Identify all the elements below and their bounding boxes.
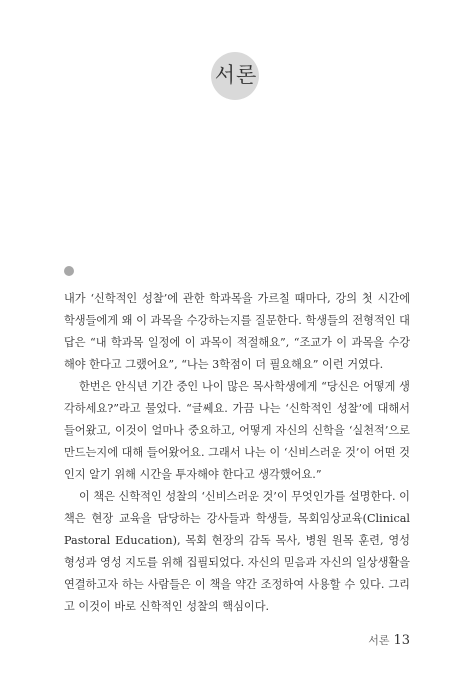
running-footer-section: 서론	[368, 634, 390, 647]
body-text	[64, 288, 410, 618]
page-number: 13	[393, 633, 410, 648]
paragraph-3: 이 책은 신학적인 성찰의 ‘신비스러운 것’이 무엇인가를 설명한다. 이 책은 현장 교육을 담당하는 강사들과 학생들, 목회임상교육(Clinical Pastoral Education), 목회 현장의 감독 목사, 병원 원목 훈련, 영성 형성과 영성 지도를 위해 집필되었다. 자신의 믿음과 자신의 일상생활을 연결하고자 하는 사람들은 이 책을 약간 조정하여 사용할 수 있다. 그리고 이것이 바로 신학적인 성찰의 핵심이다.	[64, 490, 410, 613]
paragraph-1: 내가 ‘신학적인 성찰’에 관한 학과목을 가르칠 때마다, 강의 첫 시간에 학생들에게 왜 이 과목을 수강하는지를 질문한다. 학생들의 전형적인 대답은 “내 학과목 일정에 이 과목이 적절해요”, “조교가 이 과목을 수강해야 한다고 그랬어요”, “나는 3학점이 더 필요해요” 이런 거였다.	[64, 292, 410, 371]
page-footer	[300, 633, 410, 649]
bullet-dot-ornament	[64, 266, 74, 276]
chapter-title: 서론	[214, 63, 258, 87]
paragraph-2: 한번은 안식년 기간 중인 나이 많은 목사학생에게 “당신은 어떻게 생각하세요?”라고 물었다. “글쎄요. 가끔 나는 ‘신학적인 성찰’에 대해서 들어왔고, 이것이 얼마나 중요하고, 어떻게 자신의 신학을 ‘실천적’으로 만드는지에 대해 들어왔어요. 그래서 나는 이 ‘신비스러운 것’이 어떤 것인지 알기 위해 시간을 투자해야 한다고 생각했어요.”	[64, 380, 410, 481]
